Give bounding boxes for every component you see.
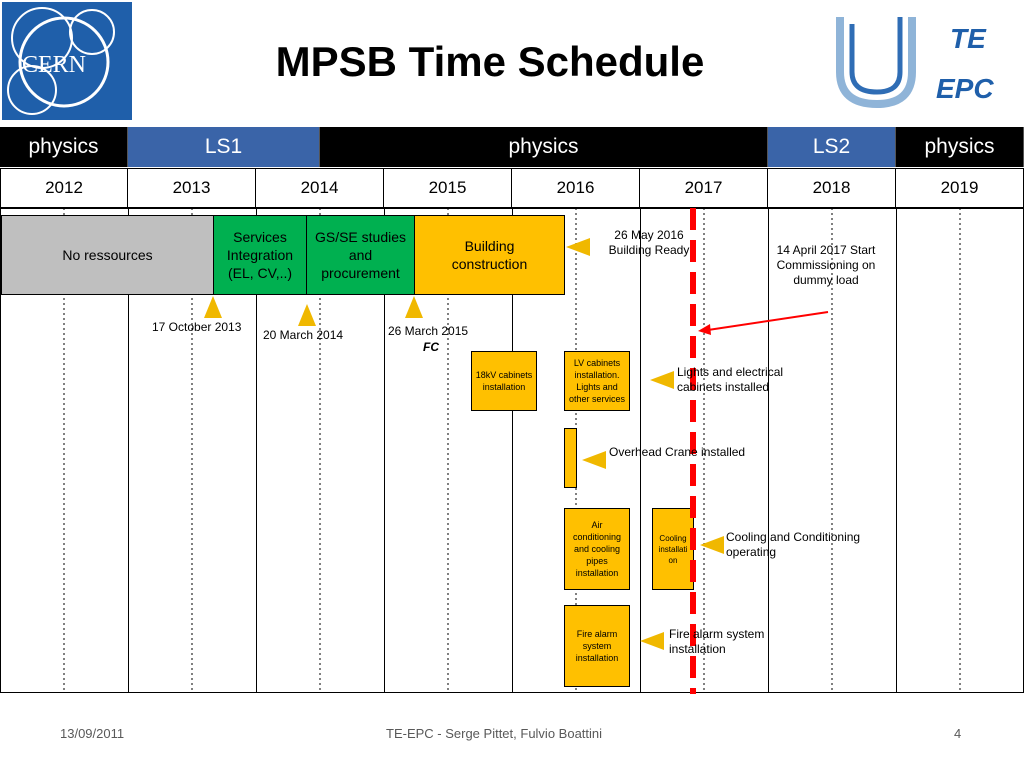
footer-date: 13/09/2011	[60, 726, 125, 741]
page-title: MPSB Time Schedule	[275, 38, 705, 85]
arrow-building-ready	[566, 238, 590, 256]
year-2014: 2014	[256, 168, 384, 208]
te-logo-text: TE	[950, 23, 986, 54]
arrow-lights	[650, 371, 674, 389]
annotation-fire: Fire alarm system installation	[669, 627, 765, 656]
phase-physics-3: physics	[896, 127, 1024, 167]
milestone-building-ready: 26 May 2016 Building Ready	[608, 228, 690, 257]
annotation-cooling: Cooling and Conditioning operating	[726, 530, 861, 559]
cern-logo-text: CERN	[22, 52, 87, 78]
footer-authors: TE-EPC - Serge Pittet, Fulvio Boattini	[386, 726, 603, 741]
overhead-crane-block	[564, 428, 577, 488]
annotation-lights: Lights and electrical cabinets installed	[677, 365, 784, 394]
arrow-commissioning	[690, 300, 840, 340]
phase-physics-1: physics	[0, 127, 128, 167]
phase-physics-2: physics	[320, 127, 768, 167]
services-integration-block: Services Integration (EL, CV,..)	[213, 215, 307, 295]
kv-cabinets-block: 18kV cabinets installation	[471, 351, 537, 411]
year-2013: 2013	[128, 168, 256, 208]
milestone-fc: FC	[423, 340, 439, 354]
milestone-mar2015: 26 March 2015	[388, 324, 469, 338]
arrow-crane	[582, 451, 606, 469]
milestone-mar2014: 20 March 2014	[263, 328, 344, 342]
air-conditioning-block: Air conditioning and cooling pipes installation	[564, 508, 630, 590]
fire-alarm-block: Fire alarm system installation	[564, 605, 630, 687]
arrow-fire	[640, 632, 664, 650]
year-2019: 2019	[896, 168, 1024, 208]
milestone-marker-mar2014	[298, 304, 316, 326]
lv-cabinets-block: LV cabinets installation. Lights and other services	[564, 351, 630, 411]
te-epc-logo	[832, 12, 1017, 112]
year-2015: 2015	[384, 168, 512, 208]
phase-ls2: LS2	[768, 127, 896, 167]
milestone-marker-oct2013	[204, 296, 222, 318]
cooling-block: Cooling installati on	[652, 508, 694, 590]
year-2018: 2018	[768, 168, 896, 208]
building-construction-block: Building construction	[414, 215, 565, 295]
year-2012: 2012	[0, 168, 128, 208]
gs-se-block: GS/SE studies and procurement	[306, 215, 415, 295]
year-2016: 2016	[512, 168, 640, 208]
milestone-oct2013: 17 October 2013	[152, 320, 242, 334]
annotation-crane: Overhead Crane installed	[609, 445, 746, 459]
milestone-commissioning: 14 April 2017 Start Commissioning on dummy load	[776, 243, 876, 287]
no-resources-block: No ressources	[1, 215, 214, 295]
milestone-marker-mar2015	[405, 296, 423, 318]
footer-page-number: 4	[954, 726, 962, 741]
arrow-cooling	[700, 536, 724, 554]
cern-logo	[2, 2, 132, 120]
phase-ls1: LS1	[128, 127, 320, 167]
epc-logo-text: EPC	[936, 73, 994, 104]
year-2017: 2017	[640, 168, 768, 208]
